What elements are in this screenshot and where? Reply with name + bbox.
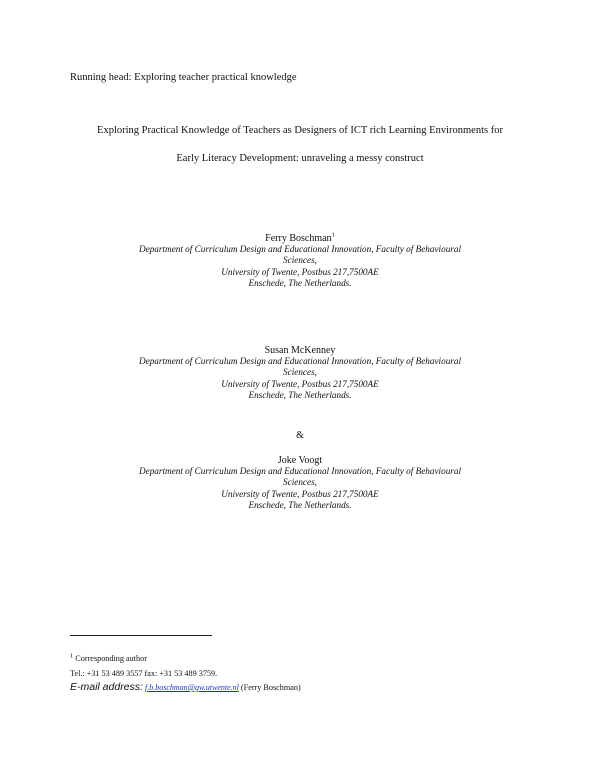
author-name-text: Ferry Boschman: [265, 233, 332, 244]
author-block-mckenney: [100, 345, 500, 401]
affiliation-line: University of Twente, Postbus 217,7500AE: [221, 266, 379, 277]
author-block-boschman: [100, 233, 500, 289]
title-line-2: Early Literacy Development: unraveling a messy construct: [176, 153, 424, 164]
author-name: Joke Voogt: [277, 455, 323, 466]
footnote-tel: Tel.: +31 53 489 3557 fax: +31 53 489 3759.: [70, 669, 218, 678]
affiliation-line: University of Twente, Postbus 217,7500AE: [221, 488, 379, 499]
author-block-voogt: [100, 455, 500, 511]
footnote-marker: 1: [331, 231, 335, 239]
title-line-1: Exploring Practical Knowledge of Teachers as Designers of ICT rich Learning Environments for: [97, 125, 503, 136]
email-label: E-mail address:: [70, 681, 143, 693]
affiliation-line: Department of Curriculum Design and Educational Innovation, Faculty of Behavioural: [138, 356, 462, 367]
affiliation-line: Enschede, The Netherlands.: [248, 389, 352, 400]
email-suffix: (Ferry Boschman): [240, 683, 301, 692]
footnote-email: [70, 681, 301, 693]
footnote-corresponding: [70, 654, 147, 663]
affiliation-line: Department of Curriculum Design and Educational Innovation, Faculty of Behavioural: [138, 244, 462, 255]
running-head: Running head: Exploring teacher practical knowledge: [70, 72, 297, 83]
author-name: Susan McKenney: [264, 345, 336, 356]
affiliation-line: Department of Curriculum Design and Educational Innovation, Faculty of Behavioural: [138, 466, 462, 477]
affiliation-line: Sciences,: [283, 367, 317, 378]
ampersand: &: [296, 430, 304, 441]
affiliation-line: Sciences,: [283, 477, 317, 488]
footnote-corresponding-text: Corresponding author: [75, 654, 147, 663]
affiliation-line: Sciences,: [283, 255, 317, 266]
footnote-marker: 1: [70, 652, 74, 660]
affiliation-line: Enschede, The Netherlands.: [248, 499, 352, 510]
footnote-rule: [70, 635, 212, 636]
affiliation-line: Enschede, The Netherlands.: [248, 277, 352, 288]
email-link[interactable]: f.b.boschman@gw.utwente.nl: [145, 683, 239, 692]
affiliation-line: University of Twente, Postbus 217,7500AE: [221, 378, 379, 389]
author-name: [100, 233, 500, 244]
